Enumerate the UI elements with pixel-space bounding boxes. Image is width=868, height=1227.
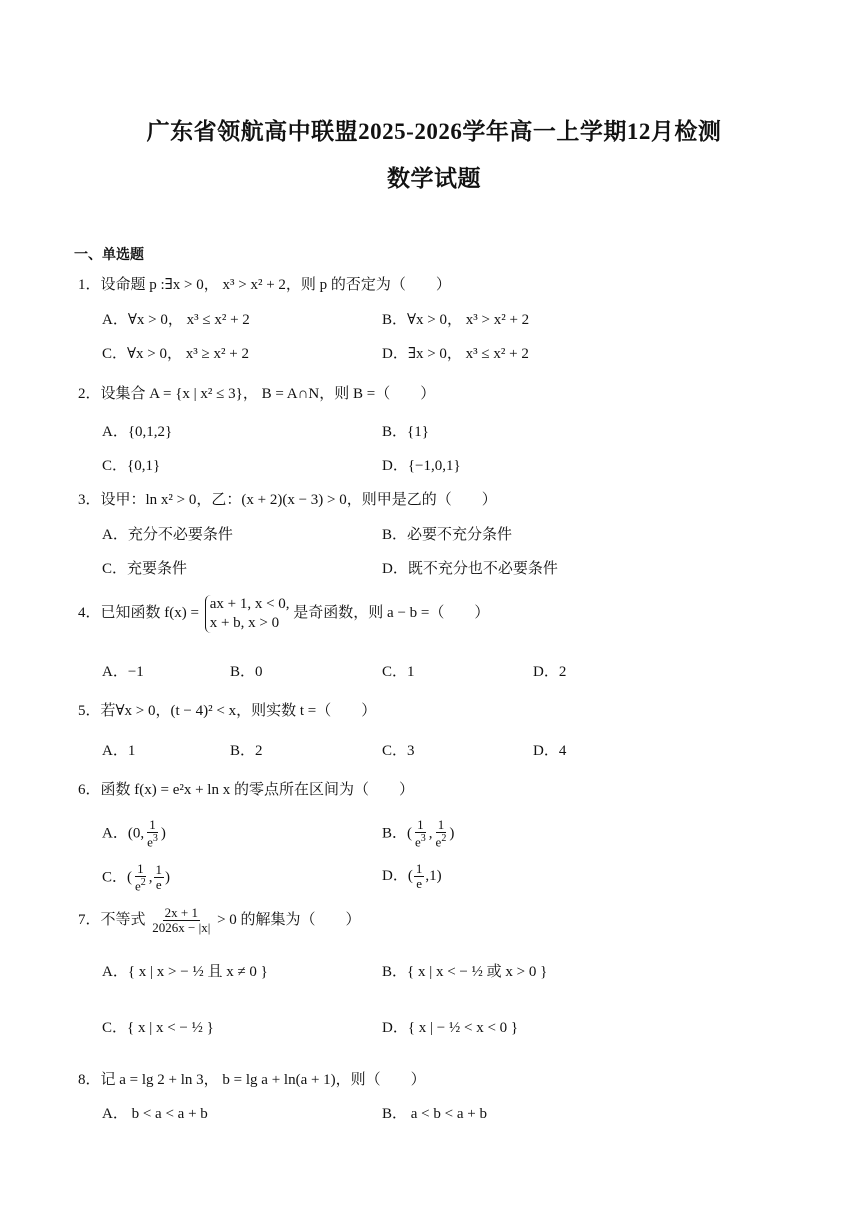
question-3: 3．设甲：ln x² > 0，乙：(x + 2)(x − 3) > 0，则甲是乙的（ ） [78,492,497,508]
question-6: 6．函数 f(x) = e²x + ln x 的零点所在区间为（ ） [78,782,414,798]
q7-option-c: C．{ x | x < − ½ } [102,1020,214,1036]
q2-option-c: C．{0,1} [102,458,161,474]
q3-option-b: B．必要不充分条件 [382,527,513,543]
q1-option-a: A．∀x > 0， x³ ≤ x² + 2 [102,312,250,328]
q7-option-b: B．{ x | x < − ½ 或 x > 0 } [382,964,548,980]
q4-option-d: D．2 [533,664,567,680]
q7-stem-start: 7．不等式 [78,912,146,929]
q8-option-b: B． a < b < a + b [382,1106,487,1122]
q5-option-a: A．1 [102,743,136,759]
q8-option-a: A． b < a < a + b [102,1106,208,1122]
q2-option-a: A．{0,1,2} [102,424,173,440]
exam-subtitle: 数学试题 [387,166,481,191]
q3-option-d: D．既不充分也不必要条件 [382,561,558,577]
q4-option-a: A．−1 [102,664,144,680]
exam-title: 广东省领航高中联盟2025-2026学年高一上学期12月检测 [146,119,722,144]
q4-option-b: B．0 [230,664,263,680]
q6-option-b: B．( $\frac{1}{e^3}$ , $\frac{1}{e^2}$ ) [382,817,455,850]
q1-option-d: D．∃x > 0， x³ ≤ x² + 2 [382,346,529,362]
question-4 [78,595,489,633]
q4-stem-end: 是奇函数，则 a − b =（ ） [293,605,490,622]
question-8: 8．记 a = lg 2 + ln 3， b = lg a + ln(a + 1)，则（ ） [78,1072,426,1088]
q7-option-a: A．{ x | x > − ½ 且 x ≠ 0 } [102,964,268,980]
q5-option-b: B．2 [230,743,263,759]
question-1: 1．设命题 p :∃x > 0， x³ > x² + 2，则 p 的否定为（ ） [78,277,451,293]
q6-option-c: C．( $\frac{1}{e^2}$ , $\frac{1}{e}$ ) [102,861,171,894]
q4-option-c: C．1 [382,664,415,680]
question-7 [78,906,361,936]
q7-stem-end: > 0 的解集为（ ） [217,912,361,929]
question-5: 5．若∀x > 0，(t − 4)² < x，则实数 t =（ ） [78,703,377,719]
q4-piece-1: ax + 1, x < 0, [209,596,290,612]
q7-fraction: $\frac{2x + 1}{2026x - |x|}$ [152,905,211,936]
q1-option-c: C．∀x > 0， x³ ≥ x² + 2 [102,346,249,362]
q4-stem-start: 4．已知函数 f(x) = [78,605,199,622]
q6-option-d: D．( $\frac{1}{e}$ ,1) [382,861,442,892]
q3-option-c: C．充要条件 [102,561,188,577]
question-2: 2．设集合 A = {x | x² ≤ 3}， B = A∩N，则 B =（ ） [78,386,436,402]
q7-option-d: D．{ x | − ½ < x < 0 } [382,1020,519,1036]
q5-option-d: D．4 [533,743,567,759]
q4-piece-2: x + b, x > 0 [209,614,280,631]
piecewise-brace [205,595,290,633]
q5-option-c: C．3 [382,743,415,759]
q2-option-b: B．{1} [382,424,429,440]
section-heading: 一、单选题 [74,248,144,263]
q3-option-a: A．充分不必要条件 [102,527,233,543]
q1-option-b: B．∀x > 0， x³ > x² + 2 [382,312,530,328]
q2-option-d: D．{−1,0,1} [382,458,461,474]
q6-option-a: A．(0, $\frac{1}{e^3}$ ) [102,817,166,850]
